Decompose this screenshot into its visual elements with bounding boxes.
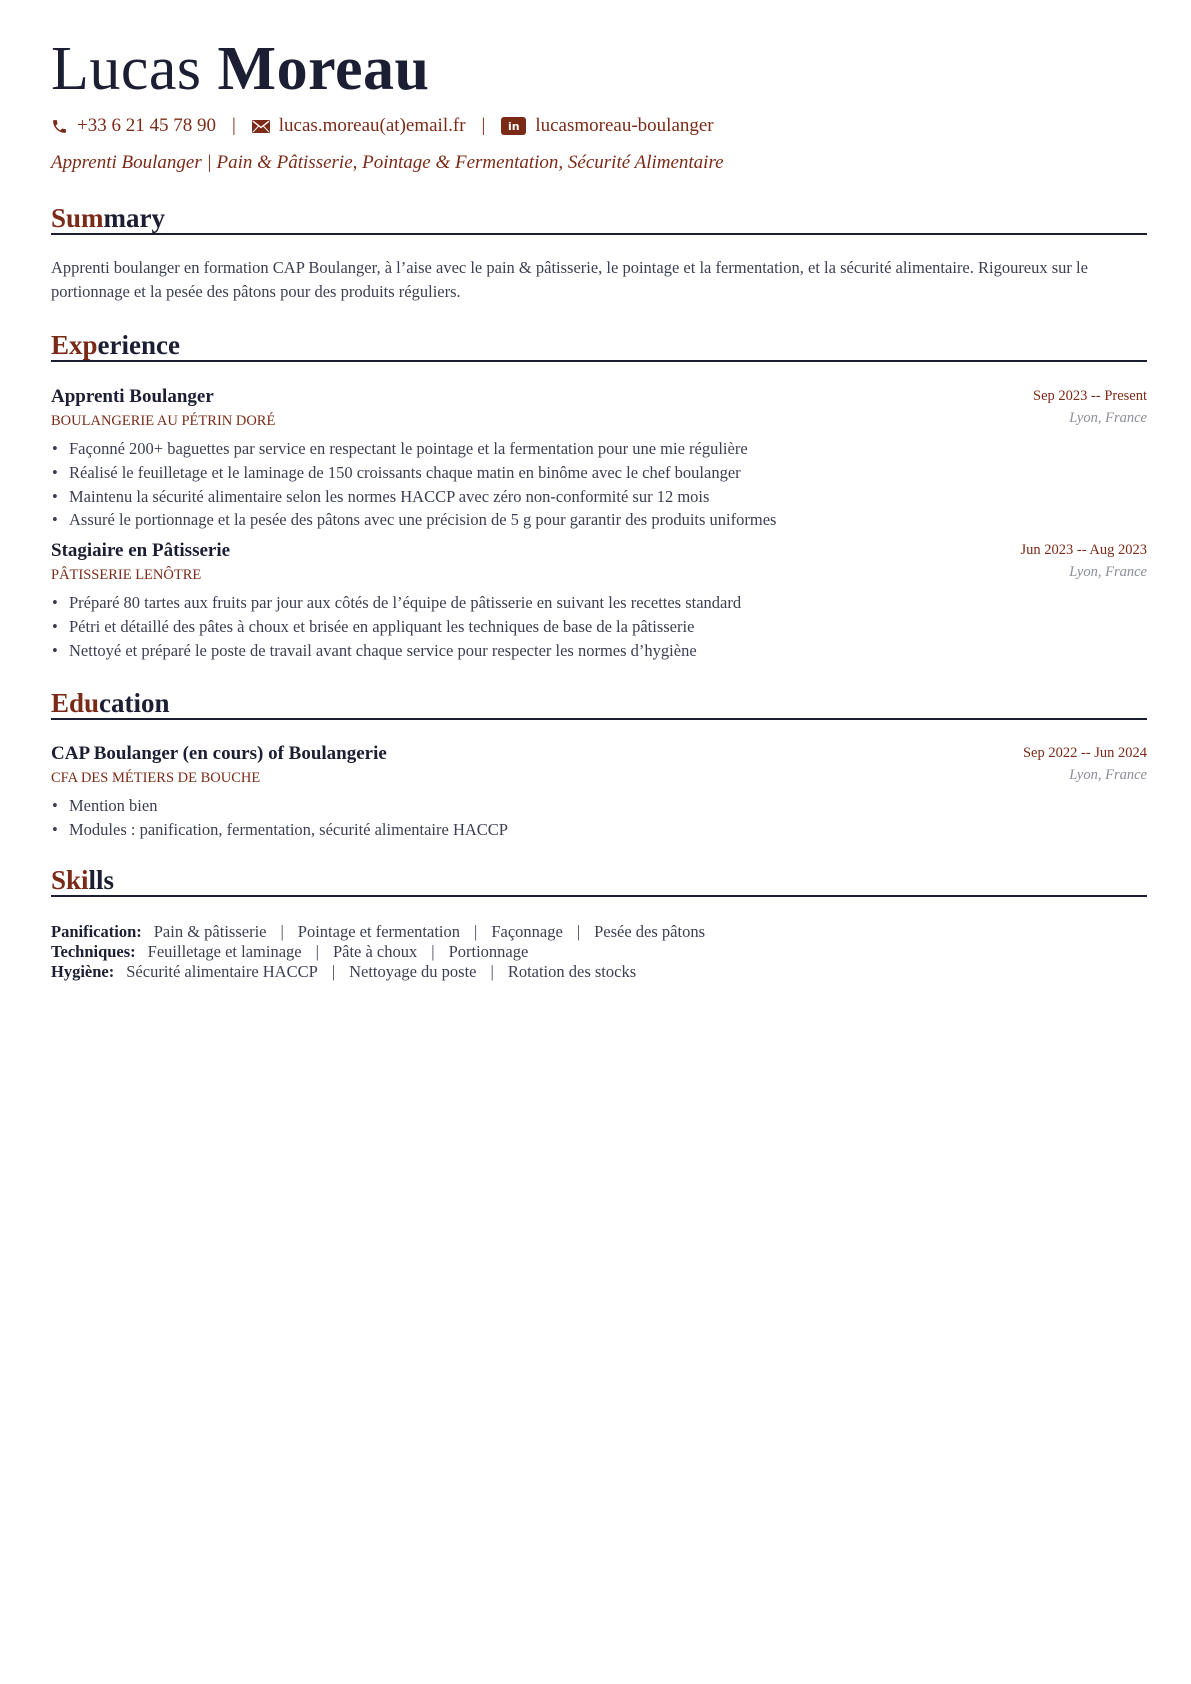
achievement-list xyxy=(51,437,1147,532)
separator: | xyxy=(280,922,284,941)
skill-item: Pointage et fermentation xyxy=(297,922,460,941)
linkedin-text: lucasmoreau-boulanger xyxy=(535,115,714,136)
contact-email[interactable] xyxy=(252,115,466,137)
section-heading-education xyxy=(51,685,1147,720)
list-item: • Préparé 80 tartes aux fruits par jour aux côtés de l’équipe de pâtisserie en suivant les recettes standard xyxy=(51,591,1147,615)
skill-row xyxy=(51,922,1147,942)
separator: | xyxy=(481,115,486,136)
email-text: lucas.moreau(at)email.fr xyxy=(278,115,466,136)
skill-item: Pain & pâtisserie xyxy=(153,922,267,941)
separator: | xyxy=(490,962,494,981)
achievement-list xyxy=(51,591,1147,662)
skill-item: Rotation des stocks xyxy=(507,962,637,981)
job-location: Lyon, France xyxy=(1069,410,1147,426)
separator: | xyxy=(576,922,581,941)
skill-item: Nettoyage du poste xyxy=(349,962,477,981)
degree-dates: Sep 2022 -- Jun 2024 xyxy=(1022,745,1147,761)
job-dates: Jun 2023 -- Aug 2023 xyxy=(1020,542,1147,558)
job-title: Stagiaire en Pâtisserie xyxy=(51,540,231,561)
separator: | xyxy=(474,922,478,941)
candidate-name xyxy=(51,35,430,103)
linkedin-icon xyxy=(501,117,526,135)
contact-phone[interactable] xyxy=(51,115,216,137)
job-dates: Sep 2023 -- Present xyxy=(1033,388,1147,404)
skill-category: Hygiène: xyxy=(51,962,115,981)
contact-line xyxy=(51,113,714,139)
skill-item: Sécurité alimentaire HACCP xyxy=(126,962,318,981)
phone-icon xyxy=(51,118,68,135)
section-title: Education xyxy=(51,688,170,718)
skill-row xyxy=(51,962,1147,982)
list-item: • Pétri et détaillé des pâtes à choux et brisée en appliquant les techniques de base de la pâtisserie xyxy=(51,615,1147,639)
school-location: Lyon, France xyxy=(1069,767,1147,783)
list-item: • Réalisé le feuilletage et le laminage de 150 croissants chaque matin en binôme avec le chef boulanger xyxy=(51,461,1147,485)
list-item: • Assuré le portionnage et la pesée des pâtons avec une précision de 5 g pour garantir des produits uniformes xyxy=(51,508,1147,532)
section-title: Summary xyxy=(51,203,166,233)
education-details xyxy=(51,794,1147,842)
list-item: • Modules : panification, fermentation, sécurité alimentaire HACCP xyxy=(51,818,1147,842)
skill-item: Feuilletage et laminage xyxy=(147,942,302,961)
list-item: • Nettoyé et préparé le poste de travail avant chaque service pour respecter les normes d’hygiène xyxy=(51,639,1147,663)
job-location: Lyon, France xyxy=(1069,564,1147,580)
section-heading-experience xyxy=(51,327,1147,362)
section-heading-summary xyxy=(51,200,1147,235)
tagline: Apprenti Boulanger | Pain & Pâtisserie, Pointage & Fermentation, Sécurité Alimentaire xyxy=(51,152,724,173)
linkedin-badge: in xyxy=(501,117,526,135)
skill-item: Portionnage xyxy=(448,942,529,961)
skill-category: Panification: xyxy=(51,922,142,941)
list-item: • Maintenu la sécurité alimentaire selon les normes HACCP avec zéro non-conformité sur 12 mois xyxy=(51,485,1147,509)
section-heading-skills xyxy=(51,862,1147,897)
section-title: Experience xyxy=(51,330,180,360)
skill-item: Façonnage xyxy=(491,922,563,941)
employer: BOULANGERIE AU PÉTRIN DORÉ xyxy=(51,413,276,429)
first-name: Lucas xyxy=(51,35,202,103)
separator: | xyxy=(315,942,319,961)
degree-title: CAP Boulanger (en cours) of Boulangerie xyxy=(51,743,387,764)
school: CFA DES MÉTIERS DE BOUCHE xyxy=(51,770,261,786)
skill-category: Techniques: xyxy=(51,942,136,961)
separator: | xyxy=(331,962,336,981)
section-title: Skills xyxy=(51,865,115,895)
skill-item: Pâte à choux xyxy=(332,942,418,961)
employer: PÂTISSERIE LENÔTRE xyxy=(51,567,202,583)
separator: | xyxy=(431,942,435,961)
contact-linkedin[interactable] xyxy=(501,115,713,137)
skills-list xyxy=(51,922,1147,982)
summary-text: Apprenti boulanger en formation CAP Boulanger, à l’aise avec le pain & pâtisserie, le pointage et la fermentation, et la sécurité alimentaire. Rigoureux sur le portionnage et la pesée des pâtons pour des produits réguliers. xyxy=(51,258,1088,301)
list-item: • Mention bien xyxy=(51,794,1147,818)
last-name: Moreau xyxy=(217,35,430,103)
skill-row xyxy=(51,942,1147,962)
skill-item: Pesée des pâtons xyxy=(594,922,706,941)
separator: | xyxy=(231,115,236,136)
list-item: • Façonné 200+ baguettes par service en respectant le pointage et la fermentation pour une mie régulière xyxy=(51,437,1147,461)
envelope-icon xyxy=(252,120,270,133)
phone-text: +33 6 21 45 78 90 xyxy=(77,115,216,136)
job-title: Apprenti Boulanger xyxy=(51,386,214,407)
